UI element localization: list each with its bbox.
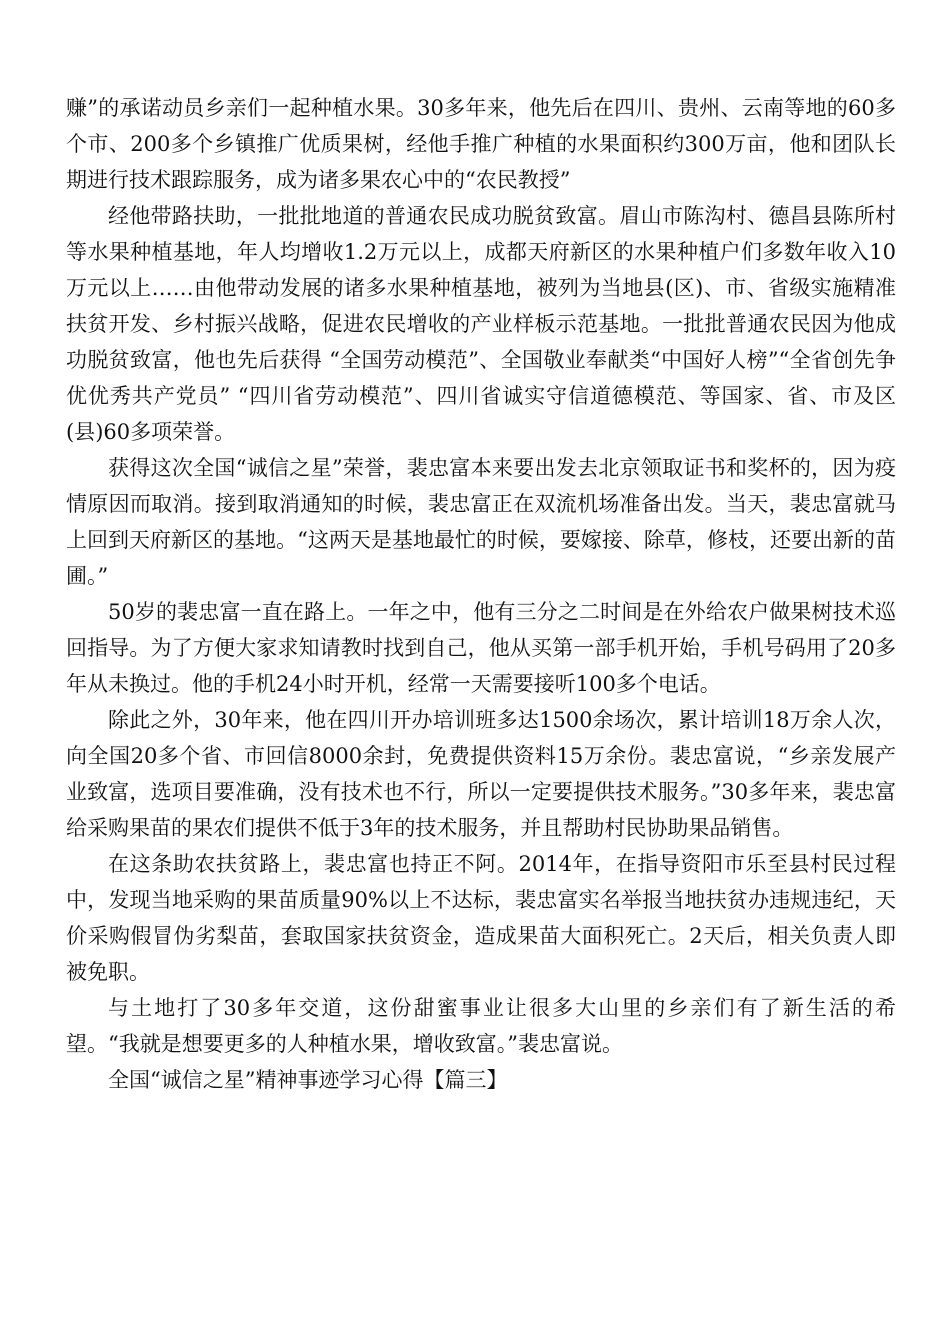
paragraph-6: 在这条助农扶贫路上，裴忠富也持正不阿。2014年，在指导资阳市乐至县村民过程中，发现当地采购的果苗质量90%以上不达标，裴忠富实名举报当地扶贫办违规违纪，天价采购假冒伪劣梨苗，套取国家扶贫资金，造成果苗大面积死亡。2天后，相关负责人即被免职。 — [66, 852, 896, 984]
document-body — [66, 90, 896, 1098]
section-heading: 全国“诚信之星”精神事迹学习心得【篇三】 — [108, 1068, 508, 1092]
paragraph-4: 50岁的裴忠富一直在路上。一年之中，他有三分之二时间是在外给农户做果树技术巡回指导。为了方便大家求知请教时找到自己，他从买第一部手机开始，手机号码用了20多年从未换过。他的手机24小时开机，经常一天需要接听100多个电话。 — [66, 600, 896, 696]
paragraph-3: 获得这次全国“诚信之星”荣誉，裴忠富本来要出发去北京领取证书和奖杯的，因为疫情原因而取消。接到取消通知的时候，裴忠富正在双流机场准备出发。当天，裴忠富就马上回到天府新区的基地。“这两天是基地最忙的时候，要嫁接、除草，修枝，还要出新的苗圃。” — [66, 456, 896, 588]
paragraph-1: 赚”的承诺动员乡亲们一起种植水果。30多年来，他先后在四川、贵州、云南等地的60多个市、200多个乡镇推广优质果树，经他手推广种植的水果面积约300万亩，他和团队长期进行技术跟踪服务，成为诸多果农心中的“农民教授” — [66, 96, 896, 192]
paragraph-7: 与土地打了30多年交道，这份甜蜜事业让很多大山里的乡亲们有了新生活的希望。“我就是想要更多的人种植水果，增收致富。”裴忠富说。 — [66, 996, 896, 1056]
paragraph-2: 经他带路扶助，一批批地道的普通农民成功脱贫致富。眉山市陈沟村、德昌县陈所村等水果种植基地，年人均增收1.2万元以上，成都天府新区的水果种植户们多数年收入10万元以上……由他带动发展的诸多水果种植基地，被列为当地县(区)、市、省级实施精准扶贫开发、乡村振兴战略，促进农民增收的产业样板示范基地。一批批普通农民因为他成功脱贫致富，他也先后获得 “全国劳动模范”、全国敬业奉献类“中国好人榜”“全省创先争优优秀共产党员” “四川省劳动模范”、四川省诚实守信道德模范、等国家、省、市及区(县)60多项荣誉。 — [66, 204, 896, 444]
paragraph-5: 除此之外，30年来，他在四川开办培训班多达1500余场次，累计培训18万余人次，向全国20多个省、市回信8000余封，免费提供资料15万余份。裴忠富说，“乡亲发展产业致富，选项目要准确，没有技术也不行，所以一定要提供技术服务。”30多年来，裴忠富给采购果苗的果农们提供不低于3年的技术服务，并且帮助村民协助果品销售。 — [66, 708, 896, 840]
